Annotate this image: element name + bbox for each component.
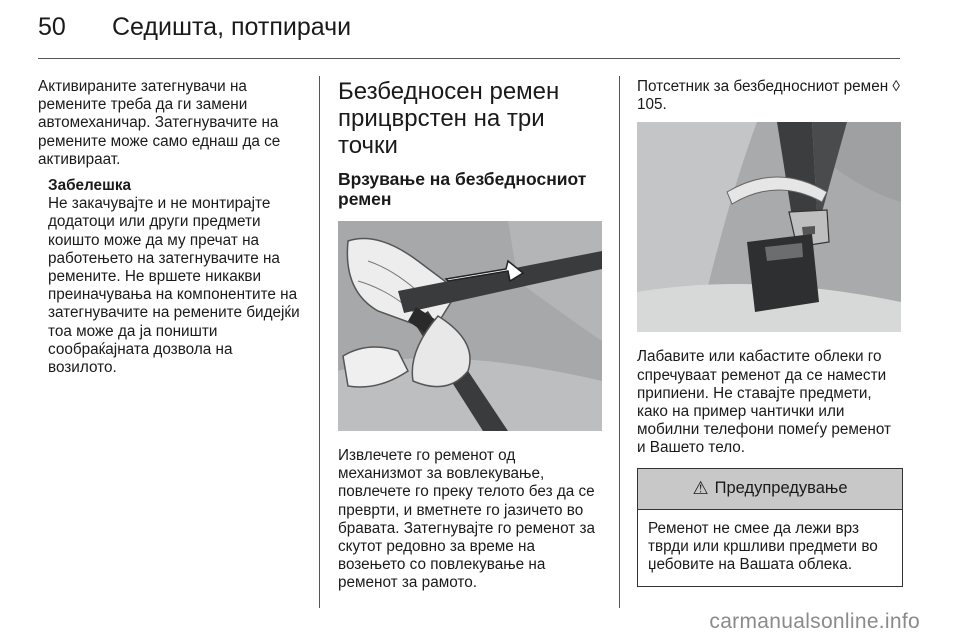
header-divider [38,58,900,59]
section-title: Седишта, потпирачи [112,13,352,41]
warning-triangle-icon: ⚠ [692,478,709,499]
subsection-heading: Врзување на безбедносниот ремен [338,169,587,209]
section-heading: Безбедносен ремен прицврстен на три точки [338,78,560,159]
note-box [48,177,300,377]
pretensioner-paragraph: Активираните затегнувачи на ремените треба да ги замени автомеханичар. Затегнувачите на ремените може само еднаш да се активираат. [38,78,281,168]
watermark: carmanualsonline.info [709,610,920,633]
seatbelt-fastening-illustration [338,221,602,431]
clothing-advice: Лабавите или кабастите облеки го спречуваат ременот да се намести припиени. Не ставајте предмети, како на пример чантички или мобилни телефони помеѓу ременот и Вашето тело. [637,348,892,457]
warning-text: Ременот не смее да лежи врз тврди или кршливи предмети во џебовите на Вашата облека. [648,519,878,574]
note-text: Не закачувајте и не монтирајте додатоци или други предмети коишто може да му пречат на работењето на затегнувачите на ремените. Не вршете никакви преиначувања на компонентите на затегнувачите на ремените бидејќи тоа може да ја поништи сообраќајната дозвола на возилото. [48,195,300,377]
fastening-instructions: Извлечете го ременот од механизмот за вовлекување, повлечете го преку телото без да се преврти, и вметнете го јазичето во бравата. Затегнувајте го ременот за скутот редовно за време на возењето со повлекување на ременот за рамото. [338,447,596,592]
middle-column [338,78,602,593]
buckle-illustration [637,122,901,332]
note-title: Забелешка [48,177,131,195]
right-column [637,78,903,587]
page-number: 50 [38,13,66,41]
page-header [0,0,960,58]
seatbelt-reminder-reference[interactable]: Потсетник за безбедносниот ремен ◊ 105. [637,78,900,114]
column-divider-right [619,76,620,608]
column-divider-left [319,76,320,608]
warning-title: Предупредување [714,479,848,498]
warning-box [637,468,903,588]
left-column [38,78,300,377]
warning-header [638,469,902,510]
